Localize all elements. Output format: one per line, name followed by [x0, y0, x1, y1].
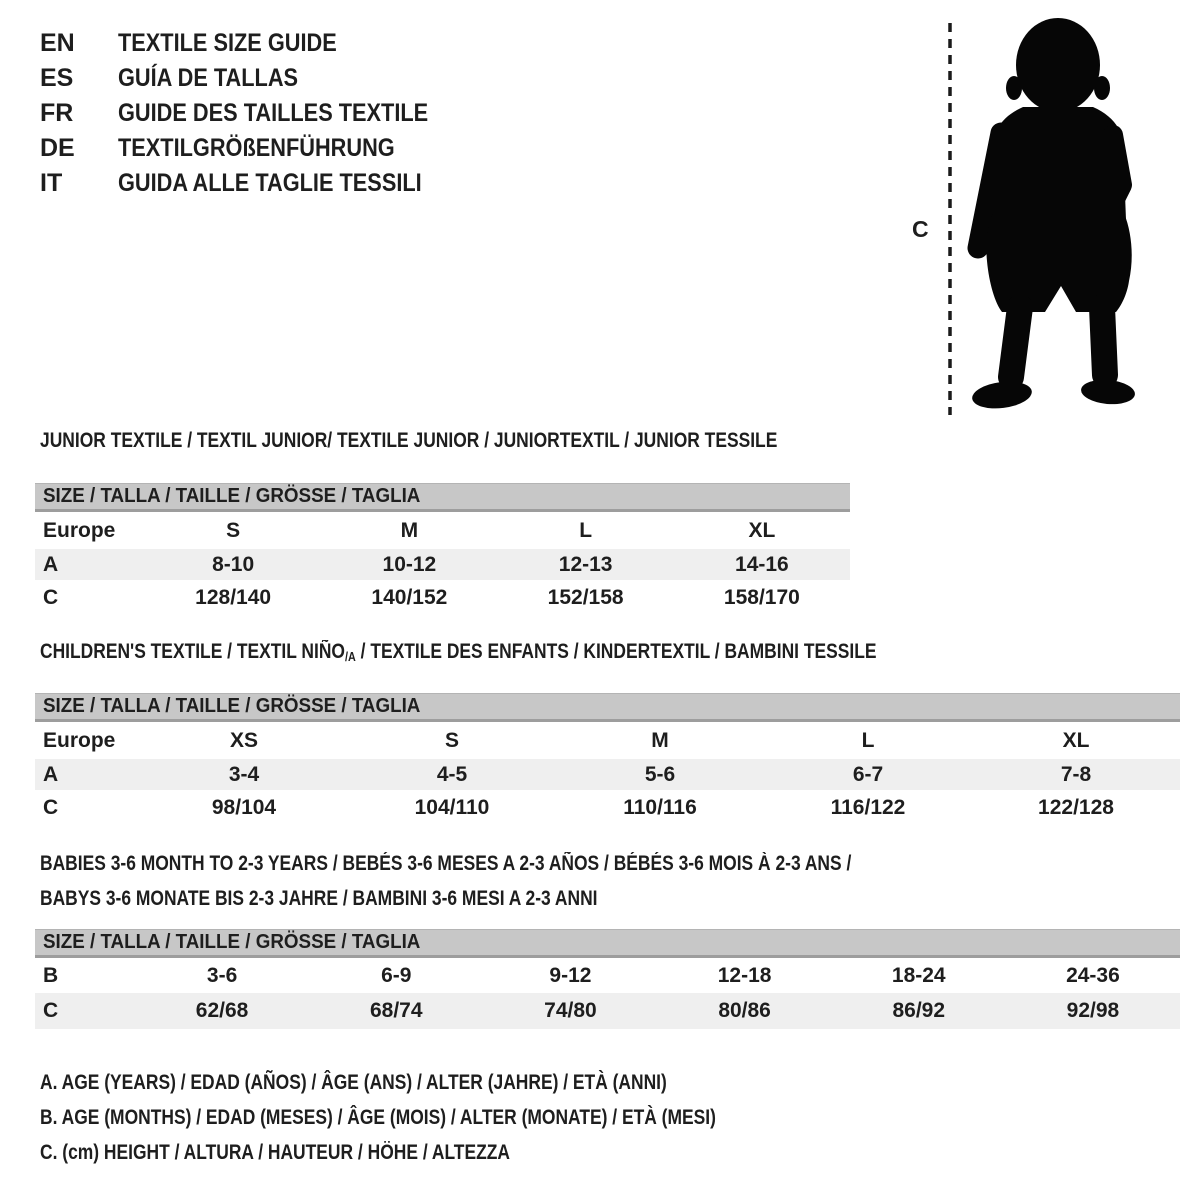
row-label: B — [43, 963, 59, 987]
size-cell: XS — [229, 728, 258, 752]
language-label: GUÍA DE TALLAS — [118, 64, 299, 92]
table-header-label: SIZE / TALLA / TAILLE / GRÖSSE / TAGLIA — [43, 485, 421, 507]
age-cell: 14-16 — [735, 552, 789, 576]
junior-section-title: JUNIOR TEXTILE / TEXTIL JUNIOR/ TEXTILE JUNIOR / JUNIORTEXTIL / JUNIOR TESSILE — [40, 429, 778, 452]
row-label: Europe — [43, 728, 116, 752]
height-cell: 152/158 — [547, 586, 624, 609]
language-code: FR — [40, 99, 74, 127]
size-cell: XL — [748, 518, 776, 542]
row-label: A — [43, 552, 59, 576]
language-label: TEXTILE SIZE GUIDE — [118, 29, 337, 57]
children-section-title: CHILDREN'S TEXTILE / TEXTIL NIÑO/A / TEXTILE DES ENFANTS / KINDERTEXTIL / BAMBINI TESSILE — [40, 640, 877, 664]
height-cell: 128/140 — [195, 586, 272, 609]
height-cell: 104/110 — [414, 796, 490, 819]
height-cell: 92/98 — [1066, 999, 1120, 1022]
language-code: EN — [40, 29, 75, 57]
height-cell: 74/80 — [544, 999, 597, 1022]
row-label: C — [43, 999, 59, 1022]
legend — [40, 1065, 854, 1170]
size-cell: S — [226, 518, 241, 542]
height-cell: 122/128 — [1038, 796, 1114, 819]
size-cell: L — [861, 728, 875, 752]
height-cell: 62/68 — [195, 999, 249, 1022]
table-header-row — [35, 483, 850, 512]
table-header-row — [35, 693, 1180, 722]
table-row-europe — [35, 722, 1180, 759]
height-cell: 110/116 — [623, 796, 697, 819]
age-cell: 24-36 — [1066, 963, 1120, 987]
age-cell: 12-18 — [717, 963, 772, 987]
size-cell: M — [400, 518, 419, 542]
language-list — [40, 26, 475, 201]
size-cell: L — [579, 518, 593, 542]
table-row-age — [35, 759, 1180, 790]
toddler-silhouette-icon — [900, 15, 1150, 420]
language-code: DE — [40, 134, 75, 162]
legend-line-b: B. AGE (MONTHS) / EDAD (MESES) / ÂGE (MOIS) / ALTER (MONATE) / ETÀ (MESI) — [40, 1106, 716, 1129]
height-cell: 68/74 — [369, 999, 423, 1022]
babies-size-table — [35, 929, 1180, 1029]
table-row-europe — [35, 512, 850, 549]
height-cell: 86/92 — [892, 999, 946, 1022]
junior-size-table — [35, 483, 850, 616]
size-cell: S — [444, 728, 459, 752]
language-code: IT — [40, 169, 63, 197]
age-cell: 7-8 — [1060, 762, 1092, 786]
legend-line-a: A. AGE (YEARS) / EDAD (AÑOS) / ÂGE (ANS) / ALTER (JAHRE) / ETÀ (ANNI) — [40, 1071, 667, 1094]
babies-section-title: BABIES 3-6 MONTH TO 2-3 YEARS / BEBÉS 3-6 MESES A 2-3 AÑOS / BÉBÉS 3-6 MOIS À 2-3 ANS / BABYS 3-6 MONATE BIS 2-3 JAHRE / BAMBINI 3-6 MESI A 2-3 ANNI — [40, 852, 852, 910]
table-header-label: SIZE / TALLA / TAILLE / GRÖSSE / TAGLIA — [43, 931, 421, 953]
age-cell: 5-6 — [644, 762, 676, 786]
language-label: GUIDE DES TAILLES TEXTILE — [118, 99, 429, 127]
language-label: TEXTILGRÖßENFÜHRUNG — [118, 134, 395, 162]
height-cell: 158/170 — [723, 586, 800, 609]
age-cell: 18-24 — [891, 963, 946, 987]
table-row-height — [35, 790, 1180, 826]
size-cell: XL — [1062, 728, 1090, 752]
children-size-table — [35, 693, 1180, 826]
table-row-height — [35, 993, 1180, 1029]
age-cell: 12-13 — [558, 552, 613, 576]
age-cell: 6-7 — [852, 762, 884, 786]
language-label: GUIDA ALLE TAGLIE TESSILI — [118, 169, 422, 197]
age-cell: 10-12 — [382, 552, 437, 576]
row-label: C — [43, 796, 59, 819]
table-header-row — [35, 929, 1180, 958]
age-cell: 3-4 — [228, 762, 260, 786]
height-measure-label: C — [912, 216, 929, 242]
language-code: ES — [40, 64, 74, 92]
height-cell: 116/122 — [830, 796, 906, 819]
height-cell: 140/152 — [371, 586, 448, 609]
row-label: Europe — [43, 518, 116, 542]
height-cell: 80/86 — [718, 999, 771, 1022]
table-row-height — [35, 580, 850, 616]
height-cell: 98/104 — [211, 796, 277, 819]
legend-line-c: C. (cm) HEIGHT / ALTURA / HAUTEUR / HÖHE / ALTEZZA — [40, 1141, 510, 1164]
table-header-label: SIZE / TALLA / TAILLE / GRÖSSE / TAGLIA — [43, 695, 421, 717]
age-cell: 4-5 — [436, 762, 468, 786]
age-cell: 6-9 — [381, 963, 412, 987]
age-cell: 3-6 — [206, 963, 238, 987]
table-row-age-months — [35, 958, 1180, 993]
nino-a-subscript: /A — [344, 649, 356, 664]
toddler-silhouette — [971, 18, 1136, 412]
size-cell: M — [651, 728, 669, 752]
row-label: C — [43, 586, 59, 609]
table-row-age — [35, 549, 850, 580]
age-cell: 8-10 — [212, 552, 255, 576]
row-label: A — [43, 762, 59, 786]
age-cell: 9-12 — [549, 963, 592, 987]
